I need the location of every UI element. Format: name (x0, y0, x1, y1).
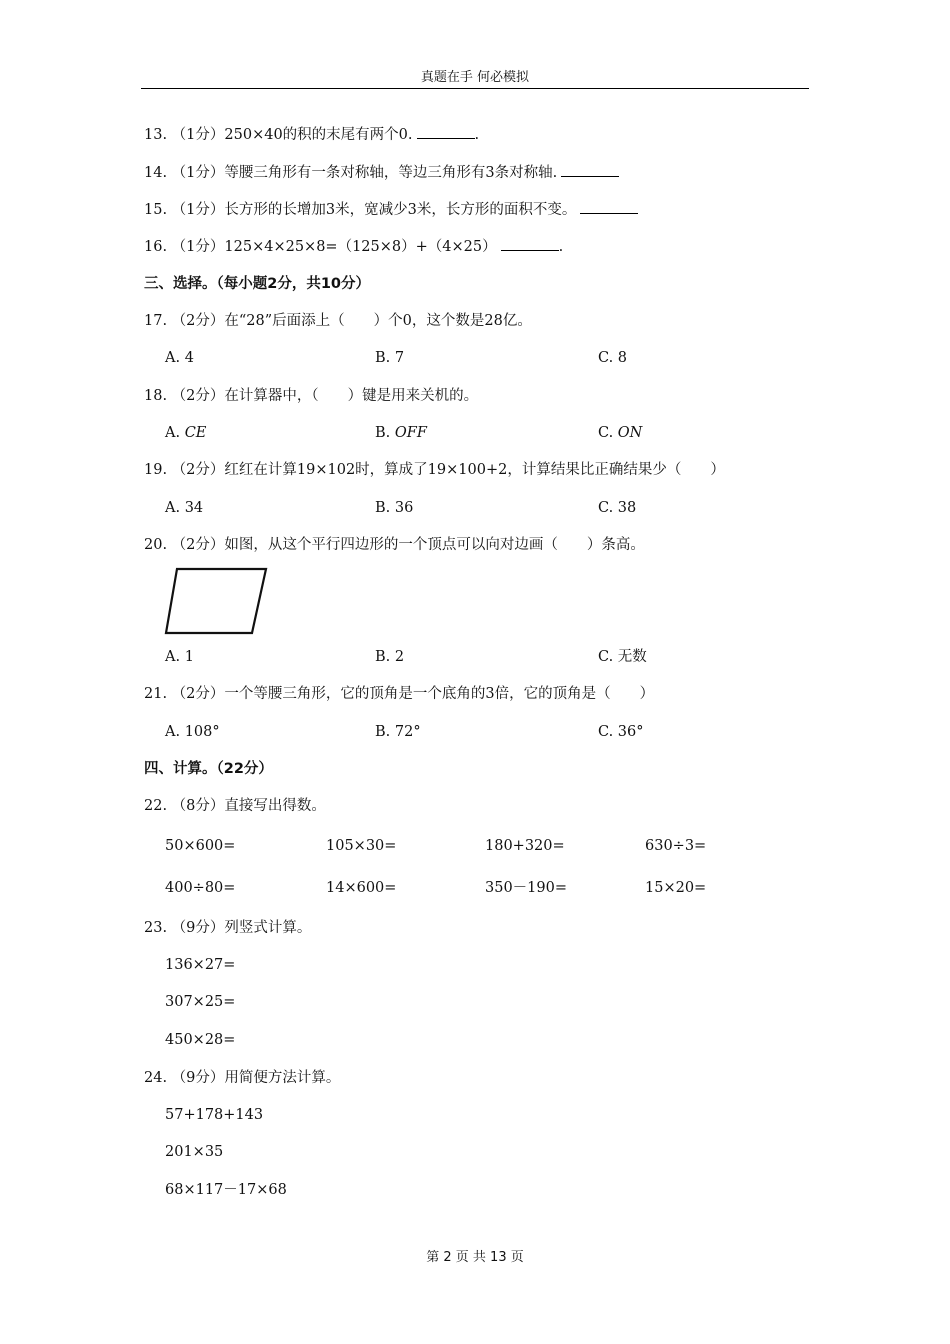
calc-item: 307×25= (165, 994, 236, 1010)
calc-item: 136×27= (165, 957, 236, 973)
option-b[interactable]: B. 2 (375, 649, 405, 665)
option-b[interactable]: B. 72° (375, 724, 421, 740)
option-label: CE (184, 425, 207, 441)
calc-item: 201×35 (165, 1144, 224, 1160)
calc-item: 400÷80= (165, 880, 236, 896)
calc-item: 450×28= (165, 1032, 236, 1048)
option-a[interactable] (165, 423, 206, 443)
question-16 (144, 236, 563, 257)
question-13-text: 13. （1分）250×40的积的末尾有两个0. (144, 127, 413, 143)
header-rule (141, 88, 809, 89)
calc-item: 350－190= (485, 880, 568, 896)
section-heading-choice: 三、选择。（每小题2分，共10分） (144, 276, 371, 292)
option-a[interactable]: A. 34 (165, 500, 204, 516)
answer-blank[interactable] (417, 124, 475, 139)
question-14 (144, 162, 619, 183)
answer-blank[interactable] (501, 236, 559, 251)
calc-item: 14×600= (326, 880, 397, 896)
answer-blank[interactable] (561, 162, 619, 177)
calc-item: 50×600= (165, 838, 236, 854)
option-c[interactable]: C. 36° (598, 724, 644, 740)
question-16-text: 16. （1分）125×4×25×8=（125×8）+（4×25） (144, 239, 497, 255)
option-a[interactable]: A. 4 (165, 350, 194, 366)
calc-item: 630÷3= (645, 838, 707, 854)
page-header: 真题在手 何必模拟 (420, 70, 530, 85)
question-20: 20. （2分）如图，从这个平行四边形的一个顶点可以向对边画（ ）条高。 (144, 537, 645, 553)
option-c[interactable]: C. 38 (598, 500, 637, 516)
option-prefix: A. (165, 425, 185, 441)
calc-item: 57+178+143 (165, 1107, 264, 1123)
question-13-end: . (474, 127, 480, 143)
option-label: ON (617, 425, 643, 441)
answer-blank[interactable] (580, 199, 638, 214)
parallelogram-shape (166, 569, 266, 633)
question-23: 23. （9分）列竖式计算。 (144, 920, 312, 936)
question-17: 17. （2分）在“28”后面添上（ ）个0，这个数是28亿。 (144, 313, 532, 329)
option-c[interactable]: C. 无数 (598, 649, 647, 665)
option-c[interactable] (598, 423, 642, 443)
section-heading-calculation: 四、计算。（22分） (144, 761, 273, 777)
option-a[interactable]: A. 108° (165, 724, 220, 740)
calc-item: 105×30= (326, 838, 397, 854)
question-16-end: . (558, 239, 564, 255)
option-b[interactable]: B. 36 (375, 500, 414, 516)
question-15 (144, 199, 638, 220)
question-24: 24. （9分）用简便方法计算。 (144, 1070, 341, 1086)
parallelogram-figure (163, 566, 269, 636)
calc-item: 180+320= (485, 838, 565, 854)
question-19: 19. （2分）红红在计算19×102时，算成了19×100+2，计算结果比正确结果少（ ） (144, 462, 725, 478)
page-footer: 第 2 页 共 13 页 (426, 1250, 524, 1265)
question-15-text: 15. （1分）长方形的长增加3米，宽减少3米，长方形的面积不变。 (144, 202, 577, 218)
question-18: 18. （2分）在计算器中，（ ）键是用来关机的。 (144, 388, 479, 404)
option-b[interactable] (375, 423, 427, 443)
option-label: OFF (394, 425, 427, 441)
option-prefix: C. (598, 425, 618, 441)
question-22: 22. （8分）直接写出得数。 (144, 798, 326, 814)
question-14-text: 14. （1分）等腰三角形有一条对称轴，等边三角形有3条对称轴. (144, 165, 558, 181)
option-b[interactable]: B. 7 (375, 350, 405, 366)
option-prefix: B. (375, 425, 395, 441)
question-21: 21. （2分）一个等腰三角形，它的顶角是一个底角的3倍，它的顶角是（ ） (144, 686, 655, 702)
question-13 (144, 124, 479, 145)
calc-item: 15×20= (645, 880, 707, 896)
option-a[interactable]: A. 1 (165, 649, 194, 665)
calc-item: 68×117－17×68 (165, 1182, 287, 1198)
option-c[interactable]: C. 8 (598, 350, 628, 366)
